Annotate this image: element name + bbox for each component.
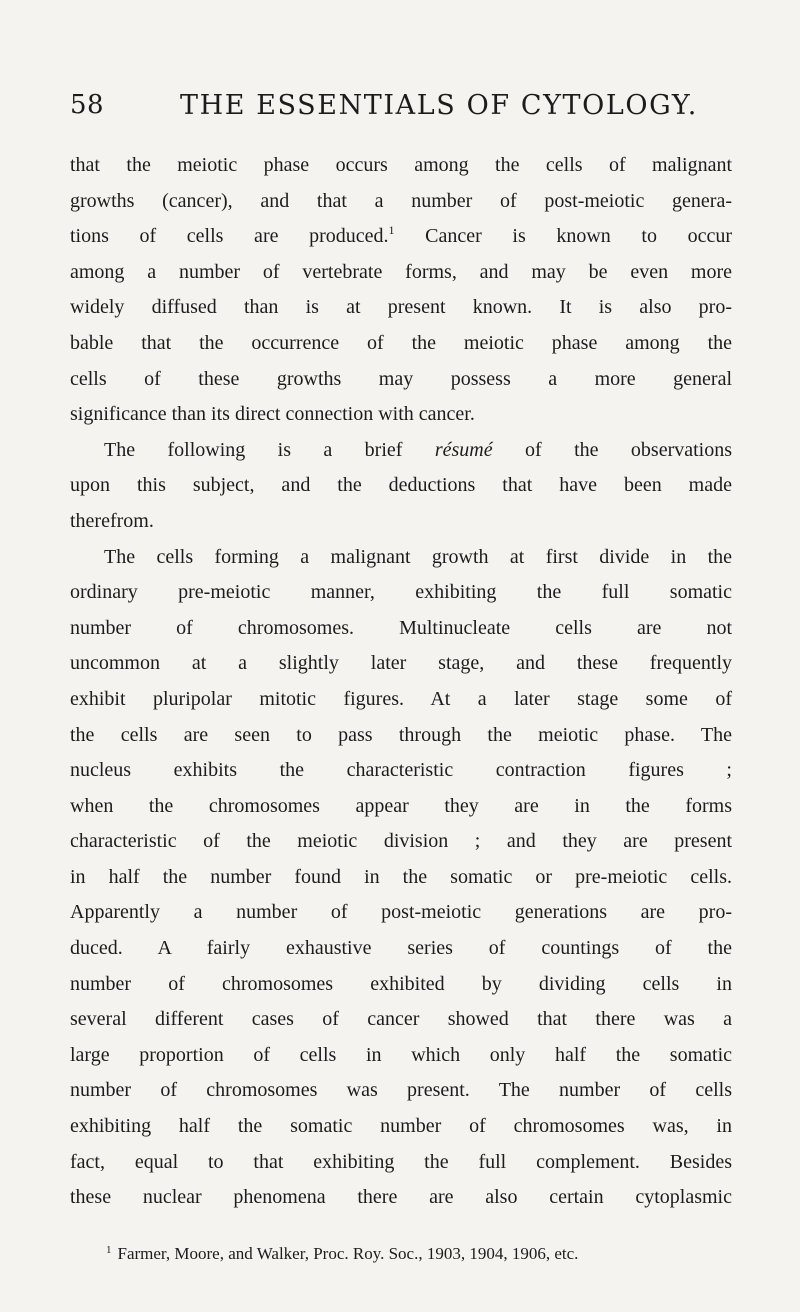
running-title: THE ESSENTIALS OF CYTOLOGY. — [180, 90, 698, 121]
text-line: uncommon at a slightly later stage, and these frequently — [70, 652, 732, 675]
text-line: several different cases of cancer showed that there was a — [70, 1008, 732, 1031]
text-segment: tions of cells are produced. — [70, 225, 389, 248]
footnote-number: 1 — [106, 1244, 112, 1256]
text-line: ordinary pre-meiotic manner, exhibiting the full somatic — [70, 581, 732, 604]
text-line: growths (cancer), and that a number of post-meiotic genera- — [70, 189, 732, 212]
text-line — [70, 219, 732, 255]
text-line: in half the number found in the somatic or pre-meiotic cells. — [70, 865, 732, 888]
text-line: number of chromosomes was present. The number of cells — [70, 1079, 732, 1102]
text-line: exhibiting half the somatic number of chromosomes was, in — [70, 1115, 732, 1138]
text-segment: of the observations — [525, 438, 733, 461]
footnote-text: Farmer, Moore, and Walker, Proc. Roy. Soc., 1903, 1904, 1906, etc. — [117, 1244, 579, 1263]
body-text — [70, 148, 732, 1216]
text-line: these nuclear phenomena there are also certain cytoplasmic — [70, 1186, 732, 1209]
text-line: number of chromosomes. Multinucleate cells are not — [70, 616, 732, 639]
page-header — [70, 90, 732, 130]
text-line: characteristic of the meiotic division ; and they are present — [70, 830, 732, 853]
text-line — [70, 433, 732, 469]
text-line: when the chromosomes appear they are in the forms — [70, 794, 732, 817]
text-line: the cells are seen to pass through the meiotic phase. The — [70, 723, 732, 746]
footnote — [70, 1238, 732, 1266]
text-line: cells of these growths may possess a more general — [70, 367, 732, 390]
text-line: bable that the occurrence of the meiotic phase among the — [70, 331, 732, 354]
text-line: among a number of vertebrate forms, and may be even more — [70, 260, 732, 283]
text-line: nucleus exhibits the characteristic contraction figures ; — [70, 759, 732, 782]
text-line: The cells forming a malignant growth at first divide in the — [104, 545, 732, 568]
italic-word: résumé — [434, 438, 493, 461]
footnote-reference: 1 — [388, 223, 395, 238]
text-line: exhibit pluripolar mitotic figures. At a later stage some of — [70, 687, 732, 710]
text-line: number of chromosomes exhibited by dividing cells in — [70, 972, 732, 995]
text-line: that the meiotic phase occurs among the cells of malignant — [70, 154, 732, 176]
text-line: duced. A fairly exhaustive series of countings of the — [70, 937, 732, 960]
text-line: therefrom. — [70, 509, 154, 532]
text-line: upon this subject, and the deductions that have been made — [70, 474, 732, 497]
text-segment: The following is a brief — [104, 438, 403, 461]
text-line: fact, equal to that exhibiting the full complement. Besides — [70, 1150, 732, 1173]
text-line: significance than its direct connection with cancer. — [70, 403, 475, 426]
text-line: large proportion of cells in which only half the somatic — [70, 1043, 732, 1066]
page-number: 58 — [70, 90, 105, 120]
text-segment: Cancer is known to occur — [425, 225, 732, 248]
text-line: Apparently a number of post-meiotic generations are pro- — [70, 901, 732, 924]
text-line: widely diffused than is at present known. It is also pro- — [70, 296, 732, 319]
